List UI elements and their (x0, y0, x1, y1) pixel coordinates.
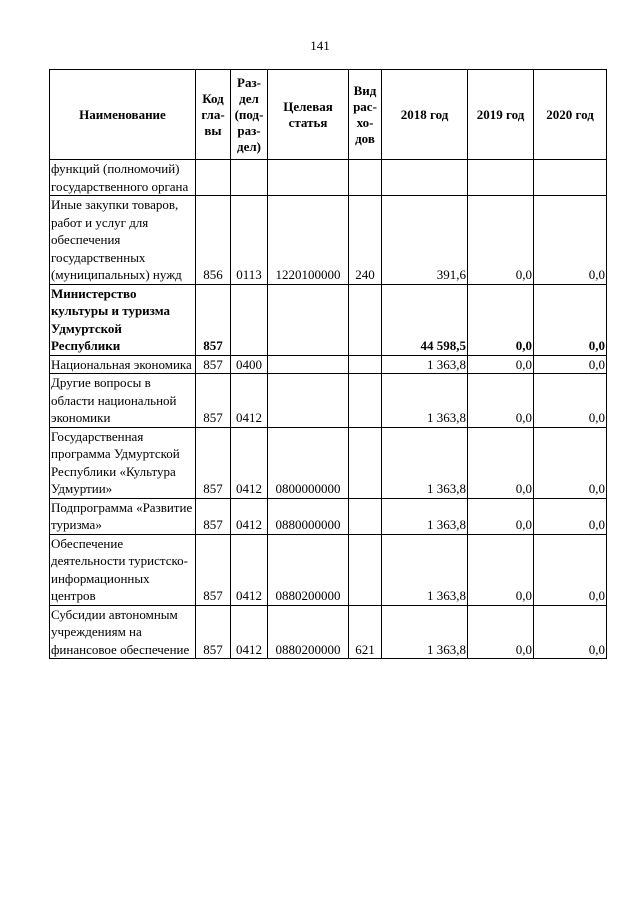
header-2019: 2019 год (468, 70, 534, 160)
cell-y2019: 0,0 (468, 534, 534, 605)
cell-y2020: 0,0 (534, 427, 607, 498)
cell-glava: 857 (196, 427, 231, 498)
cell-vid (349, 534, 382, 605)
cell-y2018: 1 363,8 (382, 427, 468, 498)
cell-y2020: 0,0 (534, 284, 607, 355)
cell-target: 0880200000 (268, 605, 349, 659)
cell-name: Субсидии автономным учреждениям на финансовое обеспечение (50, 605, 196, 659)
cell-y2020: 0,0 (534, 355, 607, 374)
cell-y2018: 44 598,5 (382, 284, 468, 355)
cell-glava: 857 (196, 355, 231, 374)
header-razdel: Раз-дел (под-раз-дел) (231, 70, 268, 160)
header-2018: 2018 год (382, 70, 468, 160)
cell-razdel: 0412 (231, 534, 268, 605)
cell-vid (349, 498, 382, 534)
cell-razdel: 0412 (231, 427, 268, 498)
cell-glava: 857 (196, 534, 231, 605)
cell-name: Министерство культуры и туризма Удмуртской Республики (50, 284, 196, 355)
table-row (50, 160, 607, 196)
cell-y2018: 1 363,8 (382, 605, 468, 659)
table-header-row (50, 70, 607, 160)
header-vid: Вид рас-хо-дов (349, 70, 382, 160)
cell-glava: 856 (196, 196, 231, 285)
cell-name: Национальная экономика (50, 355, 196, 374)
cell-vid: 240 (349, 196, 382, 285)
cell-y2019: 0,0 (468, 427, 534, 498)
cell-target: 1220100000 (268, 196, 349, 285)
cell-target: 0880200000 (268, 534, 349, 605)
cell-vid (349, 160, 382, 196)
header-glava: Код гла-вы (196, 70, 231, 160)
cell-vid: 621 (349, 605, 382, 659)
cell-target (268, 355, 349, 374)
cell-razdel: 0412 (231, 605, 268, 659)
table-row (50, 498, 607, 534)
cell-y2020: 0,0 (534, 605, 607, 659)
cell-y2020: 0,0 (534, 498, 607, 534)
cell-target (268, 160, 349, 196)
cell-razdel: 0400 (231, 355, 268, 374)
cell-y2018: 1 363,8 (382, 498, 468, 534)
cell-y2020: 0,0 (534, 196, 607, 285)
cell-y2019: 0,0 (468, 374, 534, 428)
cell-razdel: 0412 (231, 374, 268, 428)
cell-target (268, 374, 349, 428)
budget-table (49, 69, 607, 659)
cell-name: Иные закупки товаров, работ и услуг для обеспечения государственных (муниципальных) нужд (50, 196, 196, 285)
cell-razdel (231, 284, 268, 355)
cell-vid (349, 374, 382, 428)
cell-y2019: 0,0 (468, 284, 534, 355)
cell-y2019: 0,0 (468, 196, 534, 285)
cell-glava: 857 (196, 374, 231, 428)
cell-vid (349, 427, 382, 498)
cell-vid (349, 284, 382, 355)
table-row (50, 196, 607, 285)
page-number: 141 (310, 38, 330, 53)
cell-y2019: 0,0 (468, 355, 534, 374)
cell-y2018: 391,6 (382, 196, 468, 285)
cell-target (268, 284, 349, 355)
cell-y2018: 1 363,8 (382, 374, 468, 428)
cell-razdel: 0412 (231, 498, 268, 534)
cell-name: функций (полномочий) государственного органа (50, 160, 196, 196)
cell-name: Другие вопросы в области национальной экономики (50, 374, 196, 428)
cell-y2020: 0,0 (534, 374, 607, 428)
cell-name: Подпрограмма «Развитие туризма» (50, 498, 196, 534)
cell-y2019 (468, 160, 534, 196)
cell-target: 0800000000 (268, 427, 349, 498)
cell-vid (349, 355, 382, 374)
table-row (50, 534, 607, 605)
table-row (50, 284, 607, 355)
cell-y2020: 0,0 (534, 534, 607, 605)
cell-y2020 (534, 160, 607, 196)
cell-y2019: 0,0 (468, 605, 534, 659)
table-row (50, 355, 607, 374)
cell-glava (196, 160, 231, 196)
cell-y2018: 1 363,8 (382, 534, 468, 605)
table-row (50, 374, 607, 428)
cell-y2018 (382, 160, 468, 196)
cell-y2019: 0,0 (468, 498, 534, 534)
header-name: Наименование (50, 70, 196, 160)
cell-name: Обеспечение деятельности туристско-информационных центров (50, 534, 196, 605)
cell-razdel (231, 160, 268, 196)
cell-name: Государственная программа Удмуртской Республики «Культура Удмуртии» (50, 427, 196, 498)
cell-glava: 857 (196, 284, 231, 355)
cell-glava: 857 (196, 605, 231, 659)
header-2020: 2020 год (534, 70, 607, 160)
cell-glava: 857 (196, 498, 231, 534)
table-row (50, 605, 607, 659)
header-target: Целевая статья (268, 70, 349, 160)
cell-target: 0880000000 (268, 498, 349, 534)
cell-y2018: 1 363,8 (382, 355, 468, 374)
table-row (50, 427, 607, 498)
cell-razdel: 0113 (231, 196, 268, 285)
